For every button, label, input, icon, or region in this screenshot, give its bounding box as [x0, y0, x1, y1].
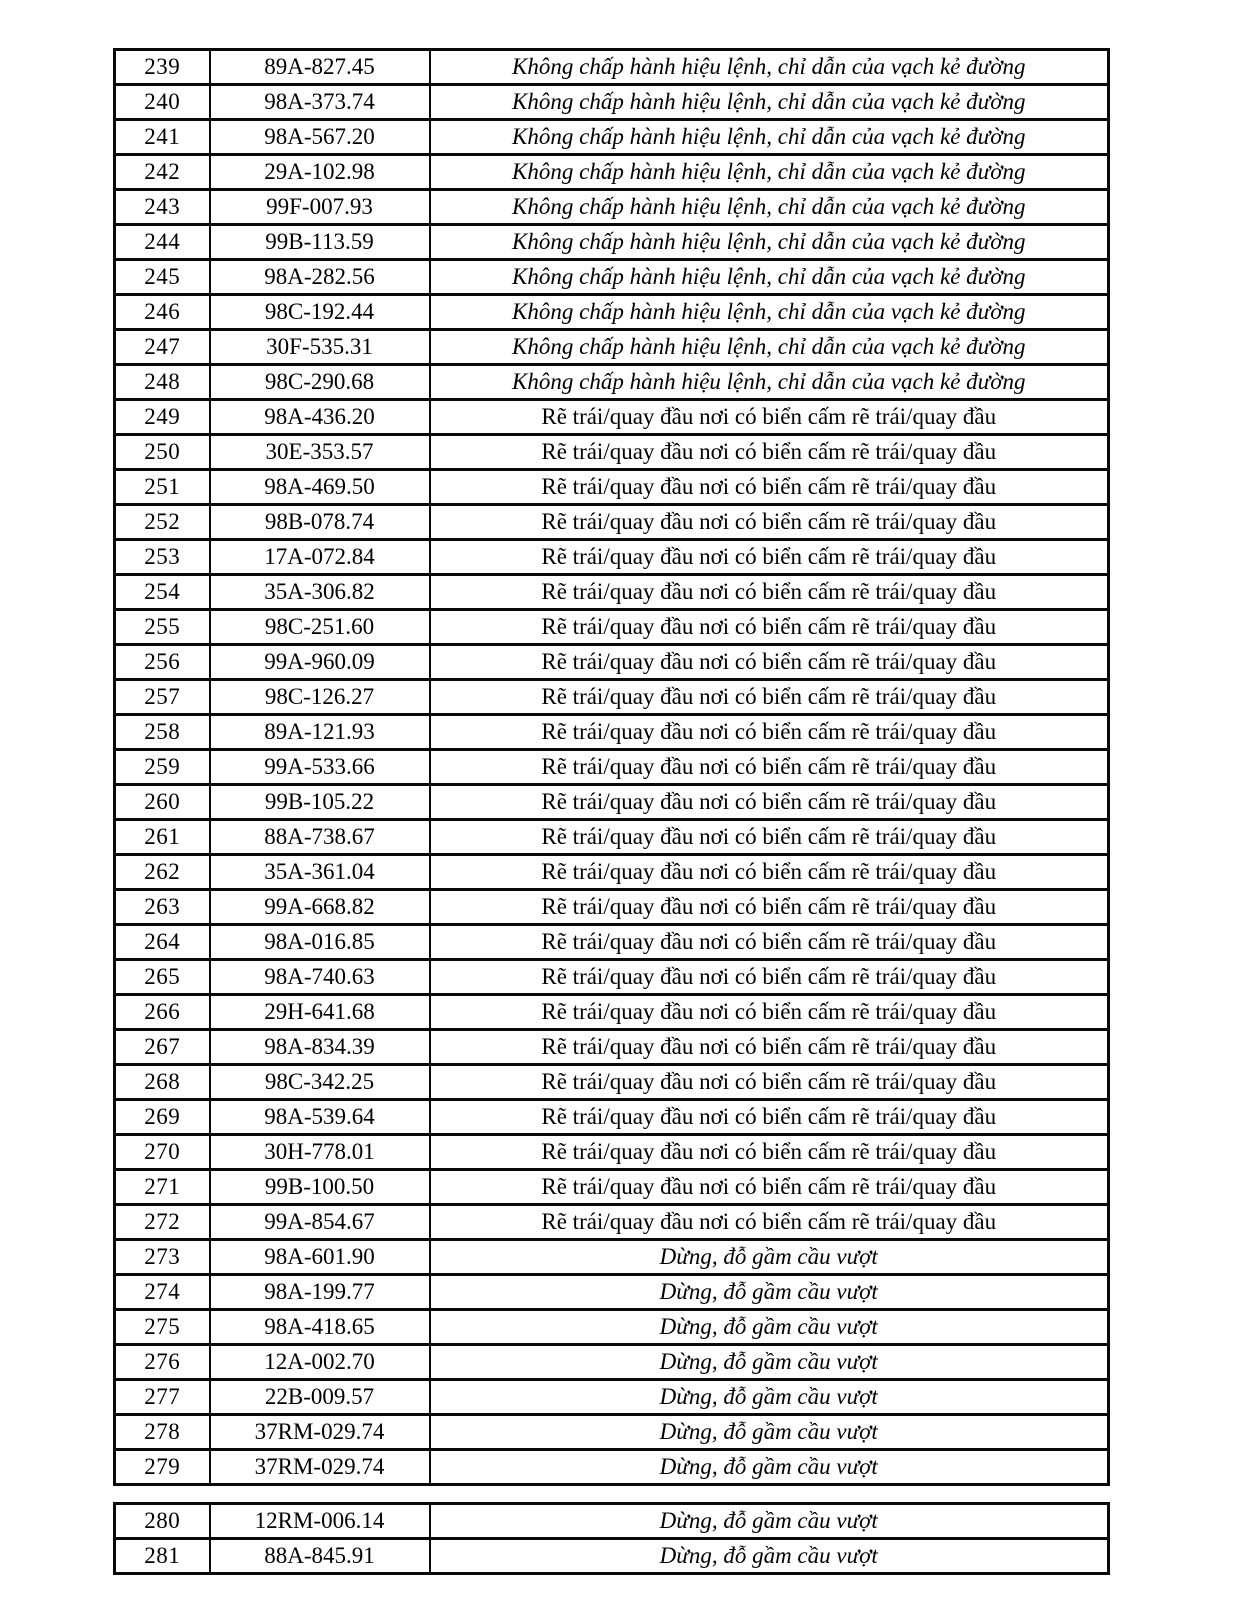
violation-cell: Dừng, đỗ gầm cầu vượt — [430, 1504, 1109, 1539]
violation-cell: Không chấp hành hiệu lệnh, chỉ dẫn của vạch kẻ đường — [430, 155, 1109, 190]
plate-cell: 98C-290.68 — [210, 365, 430, 400]
violation-cell: Rẽ trái/quay đầu nơi có biển cấm rẽ trái/quay đầu — [430, 505, 1109, 540]
row-number-cell: 257 — [115, 680, 210, 715]
violations-table-continued — [113, 1502, 1110, 1575]
plate-cell: 30F-535.31 — [210, 330, 430, 365]
table-row — [115, 365, 1109, 400]
table-row — [115, 820, 1109, 855]
violation-cell: Rẽ trái/quay đầu nơi có biển cấm rẽ trái/quay đầu — [430, 680, 1109, 715]
violation-cell: Dừng, đỗ gầm cầu vượt — [430, 1415, 1109, 1450]
row-number-cell: 261 — [115, 820, 210, 855]
table-row — [115, 1030, 1109, 1065]
violation-cell: Rẽ trái/quay đầu nơi có biển cấm rẽ trái/quay đầu — [430, 995, 1109, 1030]
violation-cell: Rẽ trái/quay đầu nơi có biển cấm rẽ trái/quay đầu — [430, 960, 1109, 995]
plate-cell: 99B-113.59 — [210, 225, 430, 260]
plate-cell: 98A-539.64 — [210, 1100, 430, 1135]
violation-cell: Không chấp hành hiệu lệnh, chỉ dẫn của vạch kẻ đường — [430, 295, 1109, 330]
violation-cell: Rẽ trái/quay đầu nơi có biển cấm rẽ trái/quay đầu — [430, 925, 1109, 960]
row-number-cell: 241 — [115, 120, 210, 155]
plate-cell: 98A-016.85 — [210, 925, 430, 960]
violation-cell: Rẽ trái/quay đầu nơi có biển cấm rẽ trái/quay đầu — [430, 820, 1109, 855]
plate-cell: 98A-601.90 — [210, 1240, 430, 1275]
row-number-cell: 264 — [115, 925, 210, 960]
plate-cell: 37RM-029.74 — [210, 1415, 430, 1450]
table-row — [115, 505, 1109, 540]
table-row — [115, 1275, 1109, 1310]
table-row — [115, 435, 1109, 470]
plate-cell: 89A-827.45 — [210, 50, 430, 85]
plate-cell: 99B-105.22 — [210, 785, 430, 820]
violation-cell: Rẽ trái/quay đầu nơi có biển cấm rẽ trái/quay đầu — [430, 890, 1109, 925]
row-number-cell: 258 — [115, 715, 210, 750]
violation-cell: Dừng, đỗ gầm cầu vượt — [430, 1240, 1109, 1275]
plate-cell: 98A-469.50 — [210, 470, 430, 505]
plate-cell: 98C-126.27 — [210, 680, 430, 715]
plate-cell: 88A-845.91 — [210, 1539, 430, 1574]
row-number-cell: 247 — [115, 330, 210, 365]
violation-cell: Không chấp hành hiệu lệnh, chỉ dẫn của vạch kẻ đường — [430, 120, 1109, 155]
violation-cell: Rẽ trái/quay đầu nơi có biển cấm rẽ trái/quay đầu — [430, 400, 1109, 435]
table-row — [115, 85, 1109, 120]
row-number-cell: 250 — [115, 435, 210, 470]
table-row — [115, 225, 1109, 260]
row-number-cell: 262 — [115, 855, 210, 890]
violation-cell: Rẽ trái/quay đầu nơi có biển cấm rẽ trái/quay đầu — [430, 575, 1109, 610]
row-number-cell: 249 — [115, 400, 210, 435]
table-row — [115, 890, 1109, 925]
table-row — [115, 400, 1109, 435]
row-number-cell: 242 — [115, 155, 210, 190]
plate-cell: 99A-960.09 — [210, 645, 430, 680]
violation-cell: Rẽ trái/quay đầu nơi có biển cấm rẽ trái/quay đầu — [430, 645, 1109, 680]
table-row — [115, 190, 1109, 225]
table-row — [115, 1450, 1109, 1485]
row-number-cell: 251 — [115, 470, 210, 505]
row-number-cell: 268 — [115, 1065, 210, 1100]
violation-cell: Rẽ trái/quay đầu nơi có biển cấm rẽ trái/quay đầu — [430, 1065, 1109, 1100]
row-number-cell: 239 — [115, 50, 210, 85]
plate-cell: 35A-361.04 — [210, 855, 430, 890]
row-number-cell: 278 — [115, 1415, 210, 1450]
violation-cell: Không chấp hành hiệu lệnh, chỉ dẫn của vạch kẻ đường — [430, 225, 1109, 260]
row-number-cell: 255 — [115, 610, 210, 645]
violation-cell: Rẽ trái/quay đầu nơi có biển cấm rẽ trái/quay đầu — [430, 750, 1109, 785]
violation-cell: Không chấp hành hiệu lệnh, chỉ dẫn của vạch kẻ đường — [430, 365, 1109, 400]
row-number-cell: 248 — [115, 365, 210, 400]
row-number-cell: 245 — [115, 260, 210, 295]
row-number-cell: 267 — [115, 1030, 210, 1065]
table-row — [115, 750, 1109, 785]
row-number-cell: 281 — [115, 1539, 210, 1574]
violation-cell: Rẽ trái/quay đầu nơi có biển cấm rẽ trái/quay đầu — [430, 785, 1109, 820]
table-row — [115, 680, 1109, 715]
plate-cell: 98A-199.77 — [210, 1275, 430, 1310]
plate-cell: 99F-007.93 — [210, 190, 430, 225]
table-row — [115, 610, 1109, 645]
row-number-cell: 280 — [115, 1504, 210, 1539]
plate-cell: 37RM-029.74 — [210, 1450, 430, 1485]
row-number-cell: 265 — [115, 960, 210, 995]
table-row — [115, 855, 1109, 890]
row-number-cell: 269 — [115, 1100, 210, 1135]
row-number-cell: 240 — [115, 85, 210, 120]
plate-cell: 98A-418.65 — [210, 1310, 430, 1345]
plate-cell: 30E-353.57 — [210, 435, 430, 470]
plate-cell: 98A-282.56 — [210, 260, 430, 295]
violation-cell: Rẽ trái/quay đầu nơi có biển cấm rẽ trái/quay đầu — [430, 855, 1109, 890]
plate-cell: 12RM-006.14 — [210, 1504, 430, 1539]
violations-table-body — [115, 50, 1109, 1485]
plate-cell: 98B-078.74 — [210, 505, 430, 540]
plate-cell: 99A-854.67 — [210, 1205, 430, 1240]
plate-cell: 99B-100.50 — [210, 1170, 430, 1205]
row-number-cell: 252 — [115, 505, 210, 540]
table-row — [115, 1504, 1109, 1539]
plate-cell: 12A-002.70 — [210, 1345, 430, 1380]
row-number-cell: 246 — [115, 295, 210, 330]
violation-cell: Dừng, đỗ gầm cầu vượt — [430, 1275, 1109, 1310]
table-row — [115, 1415, 1109, 1450]
row-number-cell: 279 — [115, 1450, 210, 1485]
violation-cell: Rẽ trái/quay đầu nơi có biển cấm rẽ trái/quay đầu — [430, 1135, 1109, 1170]
table-row — [115, 645, 1109, 680]
row-number-cell: 277 — [115, 1380, 210, 1415]
plate-cell: 98C-342.25 — [210, 1065, 430, 1100]
table-row — [115, 1100, 1109, 1135]
row-number-cell: 259 — [115, 750, 210, 785]
table-row — [115, 295, 1109, 330]
row-number-cell: 260 — [115, 785, 210, 820]
violation-cell: Rẽ trái/quay đầu nơi có biển cấm rẽ trái/quay đầu — [430, 1205, 1109, 1240]
violations-table — [113, 48, 1110, 1486]
table-row — [115, 995, 1109, 1030]
violation-cell: Không chấp hành hiệu lệnh, chỉ dẫn của vạch kẻ đường — [430, 85, 1109, 120]
violation-cell: Rẽ trái/quay đầu nơi có biển cấm rẽ trái/quay đầu — [430, 470, 1109, 505]
plate-cell: 98A-373.74 — [210, 85, 430, 120]
violations-table-continued-body — [115, 1504, 1109, 1574]
table-row — [115, 1310, 1109, 1345]
plate-cell: 98A-567.20 — [210, 120, 430, 155]
table-row — [115, 785, 1109, 820]
plate-cell: 98C-251.60 — [210, 610, 430, 645]
plate-cell: 99A-533.66 — [210, 750, 430, 785]
violation-cell: Không chấp hành hiệu lệnh, chỉ dẫn của vạch kẻ đường — [430, 190, 1109, 225]
table-row — [115, 1205, 1109, 1240]
row-number-cell: 254 — [115, 575, 210, 610]
violation-cell: Dừng, đỗ gầm cầu vượt — [430, 1450, 1109, 1485]
violation-cell: Rẽ trái/quay đầu nơi có biển cấm rẽ trái/quay đầu — [430, 1030, 1109, 1065]
plate-cell: 99A-668.82 — [210, 890, 430, 925]
table-row — [115, 470, 1109, 505]
row-number-cell: 271 — [115, 1170, 210, 1205]
table-row — [115, 50, 1109, 85]
table-row — [115, 1065, 1109, 1100]
table-row — [115, 925, 1109, 960]
plate-cell: 29H-641.68 — [210, 995, 430, 1030]
plate-cell: 98A-834.39 — [210, 1030, 430, 1065]
violation-cell: Rẽ trái/quay đầu nơi có biển cấm rẽ trái/quay đầu — [430, 435, 1109, 470]
plate-cell: 30H-778.01 — [210, 1135, 430, 1170]
plate-cell: 98C-192.44 — [210, 295, 430, 330]
violation-cell: Dừng, đỗ gầm cầu vượt — [430, 1310, 1109, 1345]
table-row — [115, 1380, 1109, 1415]
table-row — [115, 155, 1109, 190]
plate-cell: 89A-121.93 — [210, 715, 430, 750]
violation-cell: Dừng, đỗ gầm cầu vượt — [430, 1539, 1109, 1574]
table-row — [115, 1345, 1109, 1380]
table-row — [115, 1170, 1109, 1205]
table-row — [115, 540, 1109, 575]
violation-cell: Rẽ trái/quay đầu nơi có biển cấm rẽ trái/quay đầu — [430, 715, 1109, 750]
table-row — [115, 575, 1109, 610]
row-number-cell: 275 — [115, 1310, 210, 1345]
plate-cell: 17A-072.84 — [210, 540, 430, 575]
violation-cell: Rẽ trái/quay đầu nơi có biển cấm rẽ trái/quay đầu — [430, 1100, 1109, 1135]
plate-cell: 88A-738.67 — [210, 820, 430, 855]
violation-cell: Rẽ trái/quay đầu nơi có biển cấm rẽ trái/quay đầu — [430, 540, 1109, 575]
plate-cell: 29A-102.98 — [210, 155, 430, 190]
row-number-cell: 256 — [115, 645, 210, 680]
violation-cell: Không chấp hành hiệu lệnh, chỉ dẫn của vạch kẻ đường — [430, 330, 1109, 365]
table-row — [115, 715, 1109, 750]
violation-cell: Dừng, đỗ gầm cầu vượt — [430, 1380, 1109, 1415]
plate-cell: 35A-306.82 — [210, 575, 430, 610]
violation-cell: Dừng, đỗ gầm cầu vượt — [430, 1345, 1109, 1380]
row-number-cell: 270 — [115, 1135, 210, 1170]
table-row — [115, 120, 1109, 155]
table-row — [115, 260, 1109, 295]
violation-cell: Không chấp hành hiệu lệnh, chỉ dẫn của vạch kẻ đường — [430, 260, 1109, 295]
row-number-cell: 273 — [115, 1240, 210, 1275]
table-row — [115, 1135, 1109, 1170]
plate-cell: 98A-436.20 — [210, 400, 430, 435]
row-number-cell: 276 — [115, 1345, 210, 1380]
violation-cell: Không chấp hành hiệu lệnh, chỉ dẫn của vạch kẻ đường — [430, 50, 1109, 85]
plate-cell: 22B-009.57 — [210, 1380, 430, 1415]
violation-cell: Rẽ trái/quay đầu nơi có biển cấm rẽ trái/quay đầu — [430, 1170, 1109, 1205]
row-number-cell: 244 — [115, 225, 210, 260]
violation-cell: Rẽ trái/quay đầu nơi có biển cấm rẽ trái/quay đầu — [430, 610, 1109, 645]
row-number-cell: 274 — [115, 1275, 210, 1310]
row-number-cell: 243 — [115, 190, 210, 225]
table-row — [115, 1240, 1109, 1275]
row-number-cell: 263 — [115, 890, 210, 925]
plate-cell: 98A-740.63 — [210, 960, 430, 995]
row-number-cell: 272 — [115, 1205, 210, 1240]
table-row — [115, 330, 1109, 365]
table-row — [115, 1539, 1109, 1574]
row-number-cell: 266 — [115, 995, 210, 1030]
table-row — [115, 960, 1109, 995]
row-number-cell: 253 — [115, 540, 210, 575]
